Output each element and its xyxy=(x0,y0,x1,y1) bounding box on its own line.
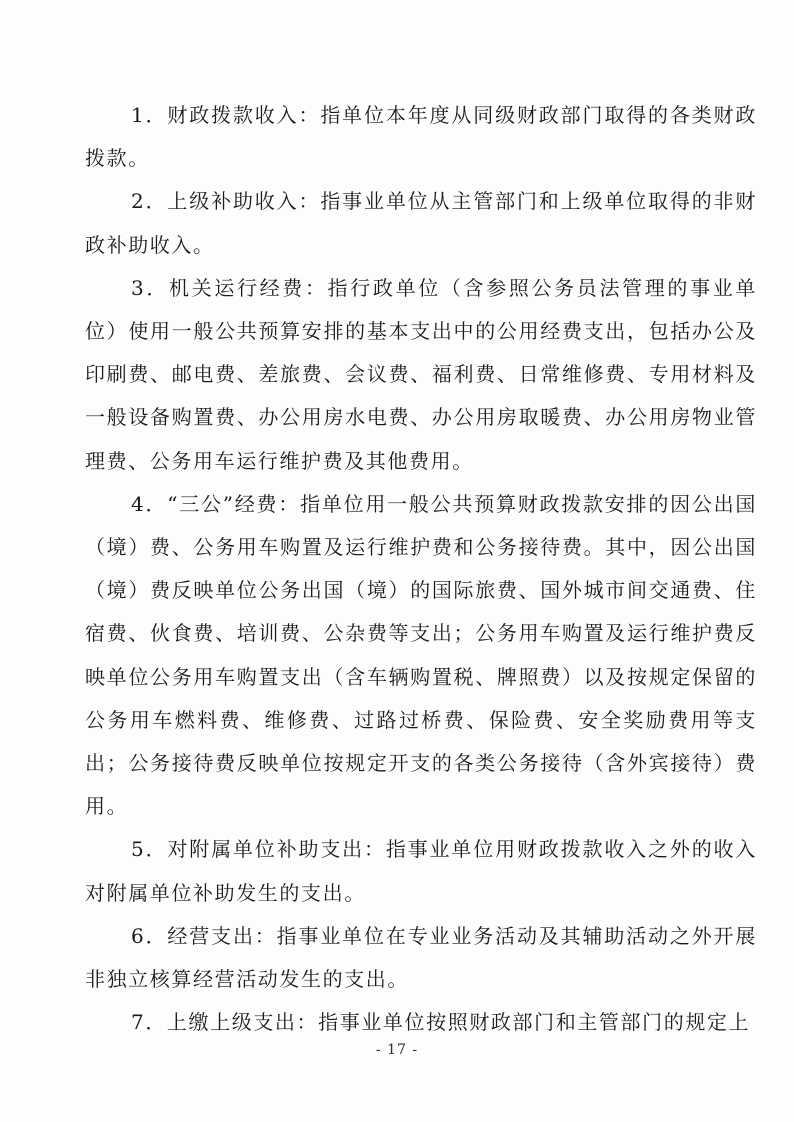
page-number: - 17 - xyxy=(375,1042,419,1058)
paragraph-payments-to-superior: 7．上缴上级支出：指事业单位按照财政部门和主管部门的规定上 xyxy=(131,1010,751,1035)
paragraph-subsidies-to-affiliated-units: 5．对附属单位补助支出：指事业单位用财政拨款收入之外的收入对附属单位补助发生的支出。 xyxy=(85,837,757,905)
paragraph-operating-expenditure: 6．经营支出：指事业单位在专业业务活动及其辅助活动之外开展非独立核算经营活动发生的支出。 xyxy=(85,923,757,992)
paragraph-agency-operating-expenses: 3．机关运行经费：指行政单位（含参照公务员法管理的事业单位）使用一般公共预算安排的基本支出中的公用经费支出，包括办公及印刷费、邮电费、差旅费、会议费、福利费、日常维修费、专用材料及一般设备购置费、办公用房水电费、办公用房取暖费、办公用房物业管理费、公务用车运行维护费及其他费用。 xyxy=(85,275,757,473)
body-text xyxy=(85,94,757,1044)
paragraph-fiscal-appropriation-income: 1．财政拨款收入：指单位本年度从同级财政部门取得的各类财政拨款。 xyxy=(85,103,757,171)
paragraph-superior-subsidy-income: 2．上级补助收入：指事业单位从主管部门和上级单位取得的非财政补助收入。 xyxy=(85,189,757,257)
paragraph-three-public-expenses: 4．“三公”经费：指单位用一般公共预算财政拨款安排的因公出国（境）费、公务用车购置及运行维护费和公务接待费。其中，因公出国（境）费反映单位公务出国（境）的国际旅费、国外城市间交通费、住宿费、伙食费、培训费、公杂费等支出；公务用车购置及运行维护费反映单位公务用车购置支出（含车辆购置税、牌照费）以及按规定保留的公务用车燃料费、维修费、过路过桥费、保险费、安全奖励费用等支出；公务接待费反映单位按规定开支的各类公务接待（含外宾接待）费用。 xyxy=(85,491,757,819)
